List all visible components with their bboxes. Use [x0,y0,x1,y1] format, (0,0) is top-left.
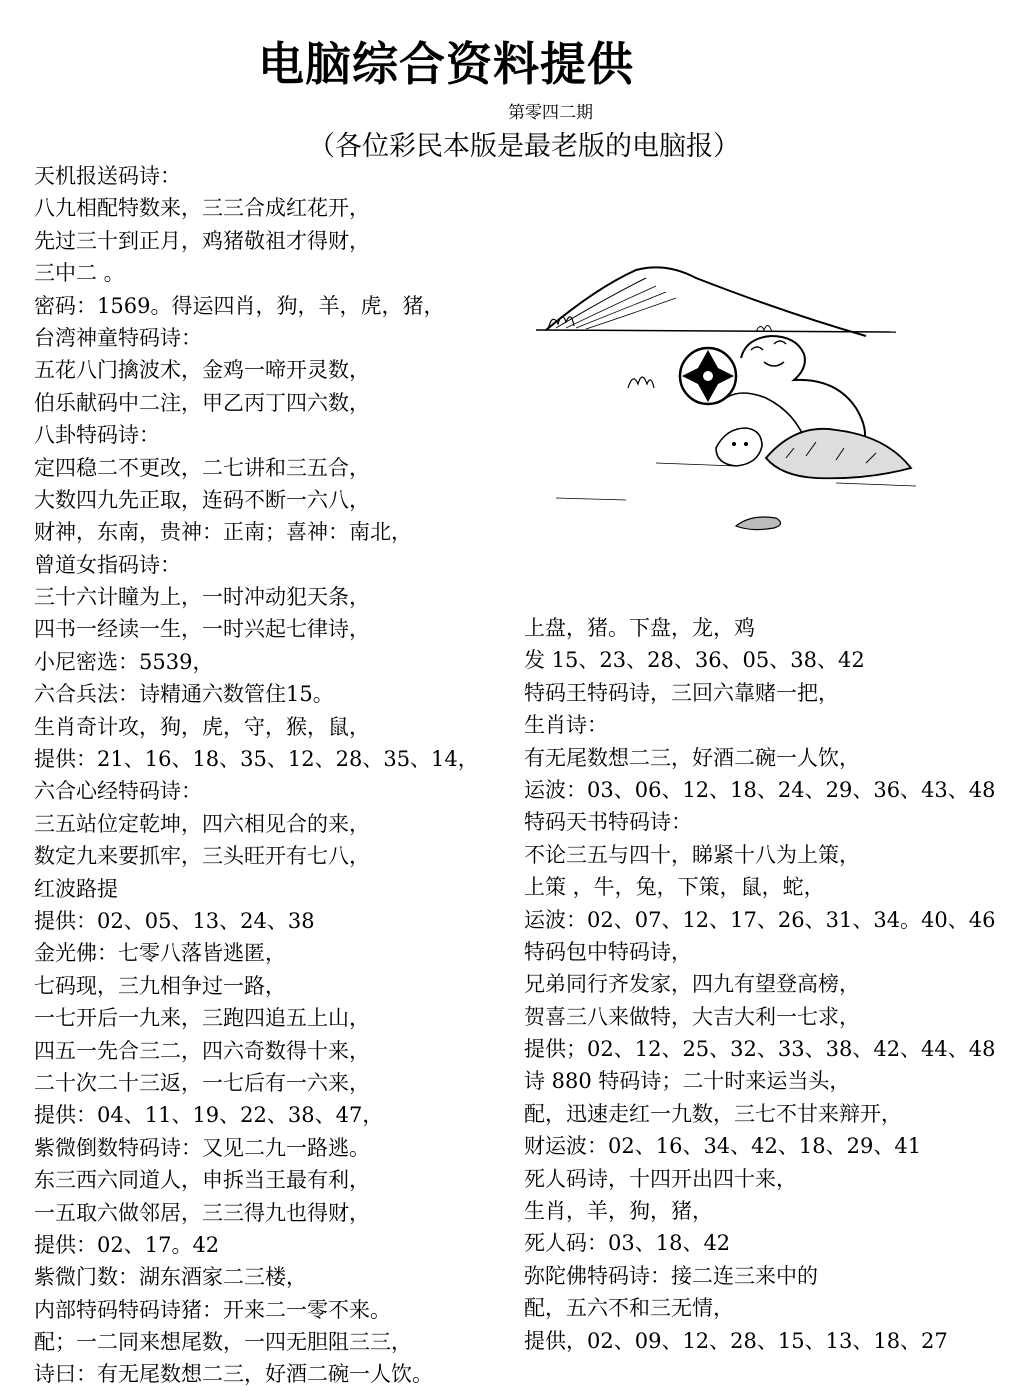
left-column-line: 小尼密选：5539， [34,649,214,674]
left-column-line: 二十次二十三返，一七后有一六来， [34,1070,370,1095]
right-column-line: 发 15、23、28、36、05、38、42 [524,648,865,673]
right-column-line: 特码天书特码诗： [524,810,692,835]
left-column-line: 三中二 。 [34,261,125,286]
left-column-line: 金光佛：七零八落皆逃匿， [34,941,286,966]
left-column-line: 数定九来要抓牢，三头旺开有七八， [34,844,370,869]
left-column-line: 六合兵法：诗精通六数管住15。 [34,682,334,707]
left-column-line: 八卦特码诗： [34,423,160,448]
left-column-line: 东三西六同道人，申拆当王最有利， [34,1168,370,1193]
left-column-line: 红波路提 [34,876,118,901]
left-column-line: 台湾神童特码诗： [34,325,202,350]
right-column-line: 上盘，猪。下盘，龙，鸡 [524,616,755,640]
right-column-line: 财运波：02、16、34、42、18、29、41 [524,1134,922,1159]
right-column-line: 特码包中特码诗， [524,939,692,964]
right-column-line: 弥陀佛特码诗：接二连三来中的 [524,1263,818,1288]
left-column-line: 天机报送码诗： [34,164,181,188]
right-column-line: 配，五六不和三无情， [524,1296,734,1321]
left-column-line: 三五站位定乾坤，四六相见合的来， [34,811,370,836]
left-column-line: 提供：21、16、18、35、12、28、35、14， [34,747,479,772]
left-column-line: 紫微门数：湖东酒家二三楼， [34,1265,307,1290]
right-column-line: 死人码：03、18、42 [524,1231,731,1256]
left-column-line: 提供：02、05、13、24、38 [34,908,315,933]
right-column-line: 贺喜三八来做特，大吉大利一七求， [524,1004,860,1029]
left-column-line: 配；一二同来想尾数，一四无胆阻三三， [34,1330,412,1355]
left-column-line: 伯乐献码中二注，甲乙丙丁四六数， [34,390,370,415]
left-column-line: 诗曰：有无尾数想二三，好酒二碗一人饮。 [34,1362,433,1387]
right-column-line: 提供，02、09、12、28、15、13、18、27 [524,1328,948,1353]
page-subtitle: （各位彩民本版是最老版的电脑报） [308,131,740,162]
left-column-line: 曾道女指码诗： [34,552,181,577]
right-column-line: 运波：02、07、12、17、26、31、34。40、46 [524,907,996,932]
left-column-line: 八九相配特数来，三三合成红花开， [34,196,370,221]
right-column-line: 上策 ，牛，兔，下策，鼠，蛇， [524,875,825,900]
right-column-line: 有无尾数想二三，好酒二碗一人饮， [524,745,860,770]
right-column-line: 特码王特码诗，三回六靠赌一把， [524,680,839,705]
left-column-line: 四书一经读一生，一时兴起七律诗， [34,617,370,642]
right-column-line: 运波：03、06、12、18、24、29、36、43、48 [524,777,996,802]
left-column-line: 密码：1569。得运四肖，狗，羊，虎，猪， [34,293,445,318]
left-column-line: 提供：02、17。42 [34,1232,220,1257]
right-column-line: 诗 880 特码诗；二十时来运当头， [524,1069,851,1094]
left-column-line: 一五取六做邻居，三三得九也得财， [34,1200,370,1225]
left-column-line: 三十六计瞳为上，一时冲动犯天条， [34,585,370,610]
left-column-line: 财神，东南，贵神：正南；喜神：南北， [34,520,412,545]
left-column-line: 生肖奇计攻，狗，虎，守，猴，鼠， [34,714,370,739]
right-column-line: 兄弟同行齐发家，四九有望登高榜， [524,972,860,997]
right-column-line: 提供；02、12、25、32、33、38、42、44、48 [524,1037,996,1062]
right-text-column [524,612,1009,1357]
left-column-line: 内部特码特码诗猪：开来二一零不来。 [34,1297,391,1322]
right-column-line: 生肖，羊，狗，猪， [524,1199,713,1224]
left-column-line: 提供：04、11、19、22、38、47， [34,1103,384,1128]
page-title: 电脑综合资料提供 [258,37,634,91]
left-text-column [34,160,514,1391]
right-column-line: 不论三五与四十，睇紧十八为上策， [524,842,860,867]
lion-with-ball-illustration [536,258,946,548]
left-column-line: 先过三十到正月，鸡猪敬祖才得财， [34,228,370,253]
right-column-line: 生肖诗： [524,713,608,738]
right-column-line: 死人码诗，十四开出四十来， [524,1166,797,1191]
left-column-line: 紫微倒数特码诗：又见二九一路逃。 [34,1135,370,1160]
left-column-line: 大数四九先正取，连码不断一六八， [34,487,370,512]
left-column-line: 七码现，三九相争过一路， [34,973,286,998]
left-column-line: 五花八门擒波术，金鸡一啼开灵数， [34,358,370,383]
right-column-line: 配，迅速走红一九数，三七不甘来辩开， [524,1101,902,1126]
left-column-line: 定四稳二不更改，二七讲和三五合， [34,455,370,480]
issue-number: 第零四二期 [508,103,593,123]
left-column-line: 一七开后一九来，三跑四追五上山， [34,1006,370,1031]
left-column-line: 六合心经特码诗： [34,779,202,804]
left-column-line: 四五一先合三二，四六奇数得十来， [34,1038,370,1063]
